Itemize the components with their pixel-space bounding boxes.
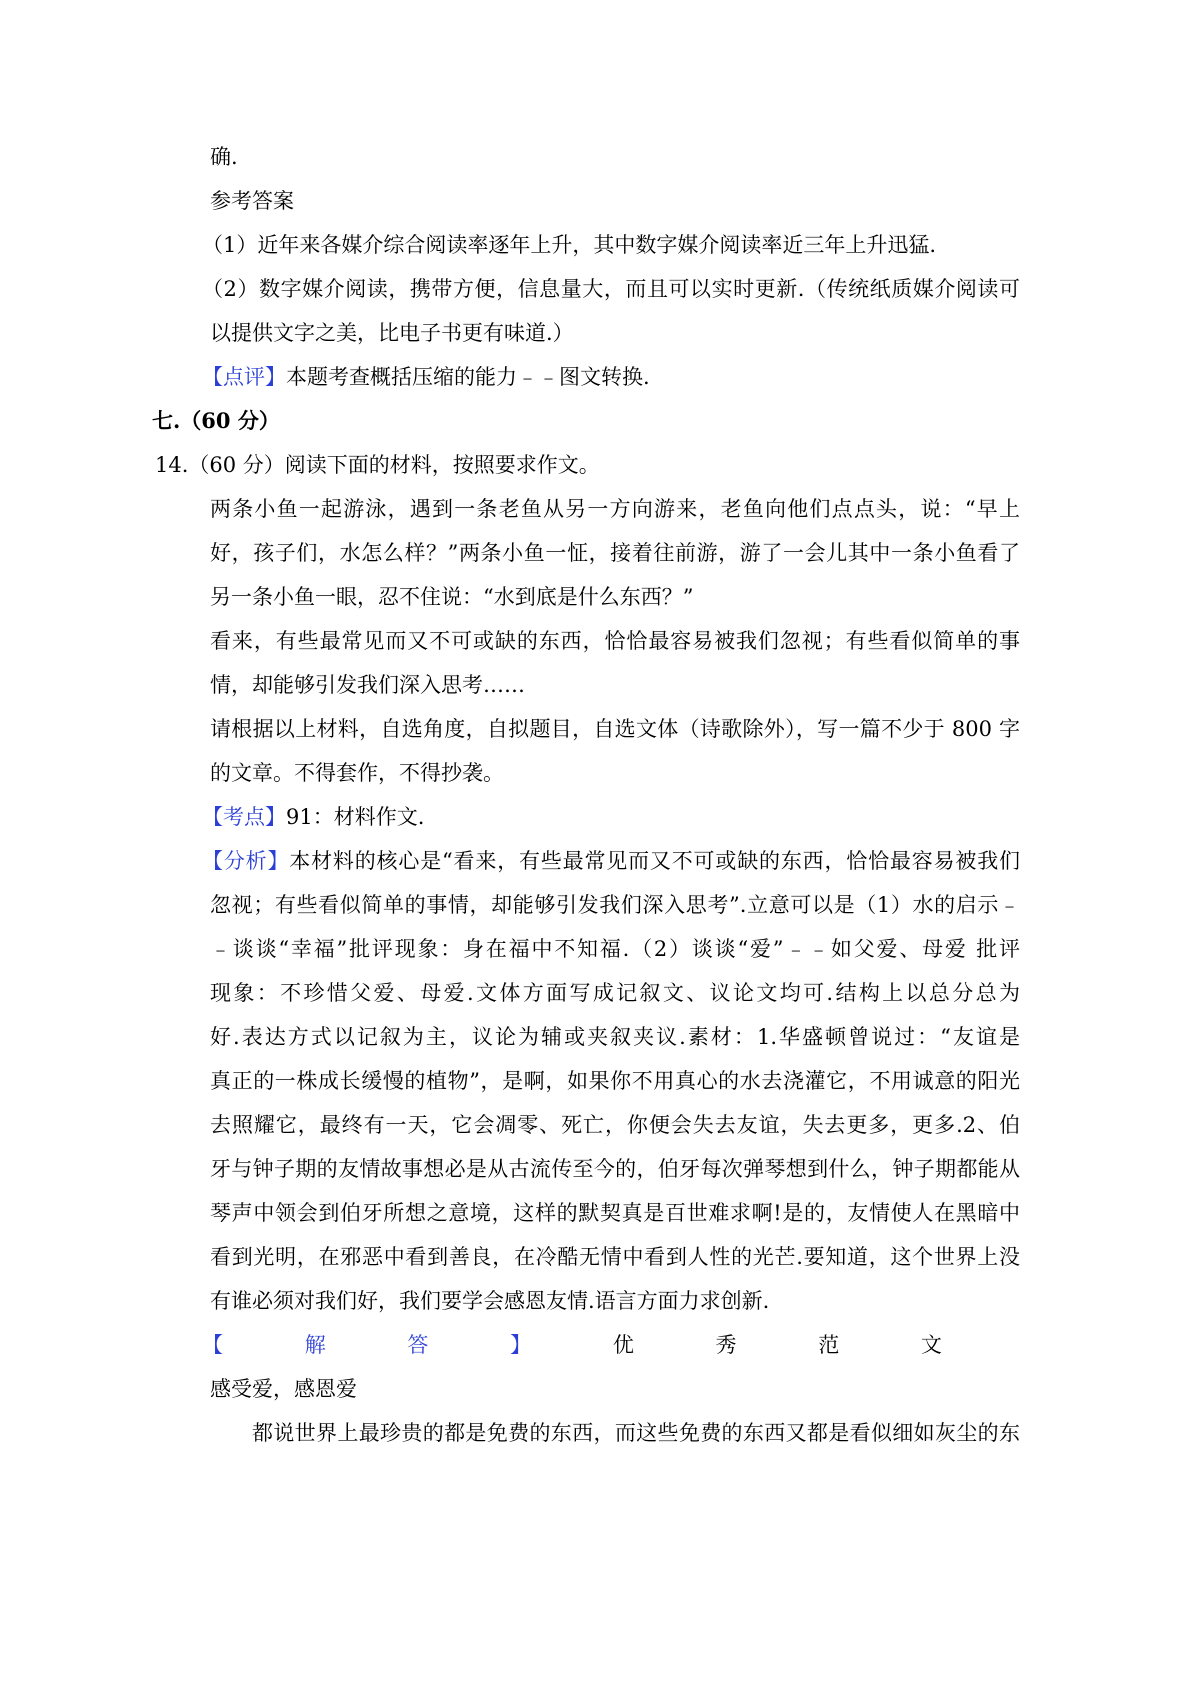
- review-line: [202, 362, 1012, 392]
- answer-heading: 参考答案: [210, 189, 294, 213]
- fanwen-char: 秀: [715, 1333, 737, 1357]
- material-line: 另一条小鱼一眼，忍不住说：“水到底是什么东西？”: [210, 585, 694, 609]
- jieda-char: 答: [407, 1333, 429, 1357]
- answer-item-2: （2）数字媒介阅读，携带方便，信息量大，而且可以实时更新.（传统纸质媒介阅读可: [202, 277, 1020, 301]
- answer-item-2-cont: 以提供文字之美，比电子书更有味道.）: [210, 321, 574, 345]
- essay-paragraph: 都说世界上最珍贵的都是免费的东西，而这些免费的东西又都是看似细如灰尘的东: [252, 1421, 1020, 1445]
- fanwen-char: 优: [612, 1333, 634, 1357]
- fanwen-char: 文: [920, 1333, 942, 1357]
- kaodian-line: [202, 802, 1012, 832]
- material-line: 两条小鱼一起游泳，遇到一条老鱼从另一方向游来，老鱼向他们点点头，说：“早上: [210, 497, 1020, 521]
- analysis-line: 真正的一株成长缓慢的植物”，是啊，如果你不用真心的水去浇灌它，不用诚意的阳光: [210, 1069, 1020, 1093]
- analysis-line: 现象：不珍惜父爱、母爱.文体方面写成记叙文、议论文均可.结构上以总分总为: [210, 981, 1020, 1005]
- answer-heading-row: [202, 1330, 942, 1360]
- kaodian-text: 91：材料作文.: [286, 805, 425, 829]
- analysis-line: 看到光明，在邪恶中看到善良，在冷酷无情中看到人性的光芒.要知道，这个世界上没: [210, 1245, 1020, 1269]
- review-text: 本题考查概括压缩的能力﹣﹣图文转换.: [286, 365, 650, 389]
- analysis-line: ﹣谈谈“幸福”批评现象：身在福中不知福.（2）谈谈“爱”﹣﹣如父爱、母爱 批评: [210, 937, 1020, 961]
- section-heading: 七.（60 分）: [152, 408, 280, 433]
- kaodian-tag: 【考点】: [202, 805, 286, 829]
- analysis-text: 本材料的核心是“看来，有些最常见而又不可或缺的东西，恰恰最容易被我们: [289, 849, 1021, 873]
- material-line: 请根据以上材料，自选角度，自拟题目，自选文体（诗歌除外），写一篇不少于 800 字: [210, 717, 1020, 741]
- jieda-char: 【: [202, 1333, 223, 1357]
- fanwen-char: 范: [818, 1333, 840, 1357]
- material-line: 的文章。不得套作，不得抄袭。: [210, 761, 504, 785]
- answer-item-1: （1）近年来各媒介综合阅读率逐年上升，其中数字媒介阅读率近三年上升迅猛.: [202, 233, 937, 257]
- analysis-line: 琴声中领会到伯牙所想之意境，这样的默契真是百世难求啊!是的，友情使人在黑暗中: [210, 1201, 1020, 1225]
- analysis-line: 牙与钟子期的友情故事想必是从古流传至今的，伯牙每次弹琴想到什么，钟子期都能从: [210, 1157, 1020, 1181]
- question-14: 14.（60 分）阅读下面的材料，按照要求作文。: [155, 453, 600, 477]
- material-line: 看来，有些最常见而又不可或缺的东西，恰恰最容易被我们忽视；有些看似简单的事: [210, 629, 1020, 653]
- jieda-char: 解: [304, 1333, 326, 1357]
- material-line: 好，孩子们，水怎么样？”两条小鱼一怔，接着往前游，游了一会儿其中一条小鱼看了: [210, 541, 1020, 565]
- text-line: 确.: [210, 145, 238, 169]
- review-tag: 【点评】: [202, 365, 286, 389]
- material-line: 情，却能够引发我们深入思考……: [210, 673, 525, 697]
- jieda-char: 】: [510, 1333, 532, 1357]
- analysis-tag: 【分析】: [202, 849, 290, 873]
- analysis-line: 忽视；有些看似简单的事情，却能够引发我们深入思考”.立意可以是（1）水的启示﹣: [210, 893, 1020, 917]
- analysis-line: 好.表达方式以记叙为主，议论为辅或夹叙夹议.素材：1.华盛顿曾说过：“友谊是: [210, 1025, 1020, 1049]
- analysis-line: 去照耀它，最终有一天，它会凋零、死亡，你便会失去友谊，失去更多，更多.2、伯: [210, 1113, 1020, 1137]
- essay-title: 感受爱，感恩爱: [210, 1377, 357, 1401]
- analysis-line: [202, 846, 1020, 876]
- analysis-line: 有谁必须对我们好，我们要学会感恩友情.语言方面力求创新.: [210, 1289, 770, 1313]
